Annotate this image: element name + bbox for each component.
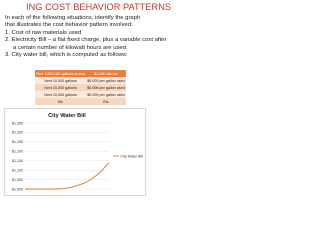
list-item — [5, 37, 167, 52]
y-axis-ticks — [12, 121, 23, 191]
table-cell: Etc — [35, 98, 86, 105]
y-tick-label: $1,050 — [12, 177, 23, 182]
list-item-line: 1. Cost of raw materials used — [5, 30, 82, 36]
table-row — [35, 77, 126, 84]
y-tick-label: $1,100 — [12, 168, 23, 173]
list-item-line: 3. City water bill, which is computed as follows: — [5, 51, 128, 58]
table-cell: $0.003 per gallon used — [87, 78, 125, 83]
water-rate-table — [35, 70, 126, 105]
intro-text: In each of the following situations, identify the graph that illustrates the cost behavior pattern involved: — [5, 15, 141, 29]
table-cell: $1,000 flat fee — [86, 70, 126, 77]
table-row — [35, 84, 126, 91]
chart-grid — [25, 123, 109, 189]
chart-series — [25, 163, 109, 189]
legend-label: City Water Bill — [120, 154, 143, 159]
y-tick-label: $1,300 — [12, 130, 23, 135]
water-bill-chart — [5, 109, 145, 195]
chart-title: City Water Bill — [48, 113, 86, 119]
table-row — [35, 91, 126, 98]
table-cell: Next 10,000 gallons — [35, 77, 86, 84]
list-item — [5, 52, 147, 59]
table-cell: $0.006 per gallon used — [87, 85, 125, 90]
y-tick-label: $1,200 — [12, 149, 23, 154]
list-item-line: a certain number of kilowatt hours are used. — [13, 44, 128, 51]
table-cell: $0.009 per gallon used — [87, 92, 125, 97]
table-row — [35, 70, 126, 77]
y-tick-label: $1,250 — [12, 140, 23, 145]
y-tick-label: $1,000 — [12, 187, 23, 192]
table-row — [35, 98, 126, 105]
table-cell: Next 10,000 gallons — [35, 84, 86, 91]
table-cell: First 1,000,000 gallons or less — [36, 71, 86, 76]
chart-container — [4, 108, 146, 196]
slide-title: ING COST BEHAVIOR PATTERNS — [26, 2, 172, 12]
table-cell: Next 10,000 gallons — [35, 91, 86, 98]
chart-legend — [113, 154, 143, 158]
list-item — [5, 30, 147, 37]
y-tick-label: $1,150 — [12, 159, 23, 164]
y-tick-label: $1,350 — [12, 121, 23, 126]
situation-list — [5, 30, 167, 59]
series-line — [25, 163, 109, 189]
list-item-line: 2. Electricity Bill – a flat fixed charge, plus a variable cost after — [5, 37, 167, 44]
table-cell: Etc — [86, 98, 126, 105]
